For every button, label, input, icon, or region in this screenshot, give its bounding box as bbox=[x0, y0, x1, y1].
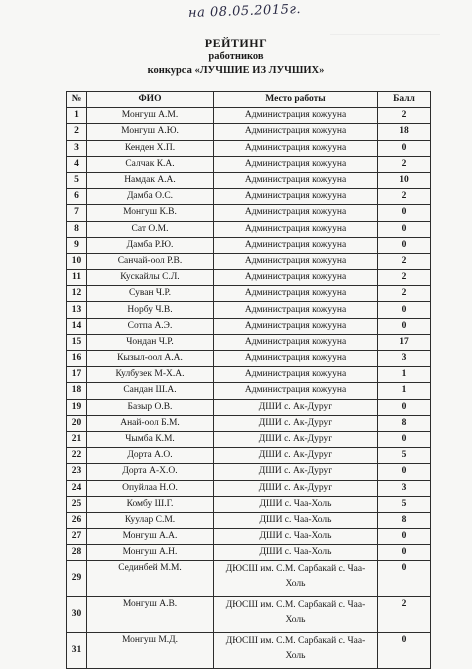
row-number: 15 bbox=[67, 334, 87, 350]
table-row bbox=[67, 383, 431, 399]
score: 0 bbox=[378, 205, 431, 221]
employee-name: Сандан Ш.А. bbox=[87, 383, 214, 399]
row-number: 29 bbox=[67, 561, 87, 597]
score: 17 bbox=[378, 334, 431, 350]
table-row bbox=[67, 140, 431, 156]
employee-name: Кенден Х.П. bbox=[87, 140, 214, 156]
table-row bbox=[67, 512, 431, 528]
workplace: Администрация кожууна bbox=[214, 237, 378, 253]
row-number: 23 bbox=[67, 464, 87, 480]
employee-name: Сат О.М. bbox=[87, 221, 214, 237]
score: 0 bbox=[378, 545, 431, 561]
table-row bbox=[67, 189, 431, 205]
score: 2 bbox=[378, 108, 431, 124]
workplace: Администрация кожууна bbox=[214, 205, 378, 221]
row-number: 30 bbox=[67, 597, 87, 633]
workplace: ДШИ с. Чаа-Холь bbox=[214, 512, 378, 528]
workplace: Администрация кожууна bbox=[214, 367, 378, 383]
table-row bbox=[67, 464, 431, 480]
employee-name: Монгуш А.М. bbox=[87, 108, 214, 124]
table-row bbox=[67, 399, 431, 415]
score: 5 bbox=[378, 496, 431, 512]
employee-name: Кускайлы С.Л. bbox=[87, 270, 214, 286]
rating-table bbox=[66, 91, 431, 669]
employee-name: Дамба Р.Ю. bbox=[87, 237, 214, 253]
table-row bbox=[67, 597, 431, 633]
score: 0 bbox=[378, 318, 431, 334]
employee-name: Чондан Ч.Р. bbox=[87, 334, 214, 350]
header-workplace: Место работы bbox=[214, 92, 378, 108]
table-row bbox=[67, 237, 431, 253]
row-number: 26 bbox=[67, 512, 87, 528]
header-name: ФИО bbox=[87, 92, 214, 108]
employee-name: Норбу Ч.В. bbox=[87, 302, 214, 318]
row-number: 25 bbox=[67, 496, 87, 512]
table-row bbox=[67, 302, 431, 318]
table-row bbox=[67, 633, 431, 669]
employee-name: Суван Ч.Р. bbox=[87, 286, 214, 302]
row-number: 6 bbox=[67, 189, 87, 205]
employee-name: Монгуш А.А. bbox=[87, 529, 214, 545]
table-row bbox=[67, 108, 431, 124]
score: 0 bbox=[378, 302, 431, 318]
score: 0 bbox=[378, 529, 431, 545]
table-row bbox=[67, 351, 431, 367]
table-row bbox=[67, 124, 431, 140]
score: 10 bbox=[378, 172, 431, 188]
row-number: 2 bbox=[67, 124, 87, 140]
workplace: Администрация кожууна bbox=[214, 124, 378, 140]
score: 0 bbox=[378, 633, 431, 669]
workplace: ДШИ с. Чаа-Холь bbox=[214, 529, 378, 545]
table-row bbox=[67, 431, 431, 447]
row-number: 18 bbox=[67, 383, 87, 399]
handwritten-date-note: на 08.05.2015г. bbox=[187, 2, 302, 21]
table-row bbox=[67, 496, 431, 512]
table-row bbox=[67, 205, 431, 221]
row-number: 27 bbox=[67, 529, 87, 545]
row-number: 20 bbox=[67, 415, 87, 431]
score: 3 bbox=[378, 480, 431, 496]
row-number: 8 bbox=[67, 221, 87, 237]
workplace: Администрация кожууна bbox=[214, 221, 378, 237]
workplace: Администрация кожууна bbox=[214, 318, 378, 334]
row-number: 13 bbox=[67, 302, 87, 318]
row-number: 4 bbox=[67, 156, 87, 172]
employee-name: Сединбей М.М. bbox=[87, 561, 214, 597]
score: 1 bbox=[378, 367, 431, 383]
employee-name: Базыр О.В. bbox=[87, 399, 214, 415]
table-row bbox=[67, 334, 431, 350]
score: 0 bbox=[378, 140, 431, 156]
employee-name: Куулар С.М. bbox=[87, 512, 214, 528]
score: 0 bbox=[378, 561, 431, 597]
document-subtitle-contest: конкурса «ЛУЧШИЕ ИЗ ЛУЧШИХ» bbox=[147, 65, 325, 76]
header-number: № bbox=[67, 92, 87, 108]
table-row bbox=[67, 415, 431, 431]
workplace: Администрация кожууна bbox=[214, 253, 378, 269]
workplace: Администрация кожууна bbox=[214, 270, 378, 286]
employee-name: Кулбузек М-Х.А. bbox=[87, 367, 214, 383]
row-number: 31 bbox=[67, 633, 87, 669]
employee-name: Опуйлаа Н.О. bbox=[87, 480, 214, 496]
employee-name: Чымба К.М. bbox=[87, 431, 214, 447]
document-subtitle: работников bbox=[208, 51, 264, 62]
score: 2 bbox=[378, 270, 431, 286]
score: 5 bbox=[378, 448, 431, 464]
employee-name: Дорта А-Х.О. bbox=[87, 464, 214, 480]
workplace: ДШИ с. Ак-Дуруг bbox=[214, 448, 378, 464]
workplace: ДШИ с. Ак-Дуруг bbox=[214, 431, 378, 447]
table-row bbox=[67, 270, 431, 286]
row-number: 22 bbox=[67, 448, 87, 464]
workplace: Администрация кожууна bbox=[214, 156, 378, 172]
row-number: 24 bbox=[67, 480, 87, 496]
score: 3 bbox=[378, 351, 431, 367]
score: 8 bbox=[378, 512, 431, 528]
row-number: 10 bbox=[67, 253, 87, 269]
row-number: 3 bbox=[67, 140, 87, 156]
score: 2 bbox=[378, 597, 431, 633]
row-number: 28 bbox=[67, 545, 87, 561]
document-title: РЕЙТИНГ bbox=[204, 36, 268, 50]
score: 0 bbox=[378, 237, 431, 253]
workplace: Администрация кожууна bbox=[214, 351, 378, 367]
table-row bbox=[67, 561, 431, 597]
workplace: Администрация кожууна bbox=[214, 108, 378, 124]
row-number: 9 bbox=[67, 237, 87, 253]
employee-name: Дорта А.О. bbox=[87, 448, 214, 464]
row-number: 21 bbox=[67, 431, 87, 447]
row-number: 12 bbox=[67, 286, 87, 302]
employee-name: Анай-оол Б.М. bbox=[87, 415, 214, 431]
score: 1 bbox=[378, 383, 431, 399]
workplace: ДЮСШ им. С.М. Сарбакай с. Чаа-Холь bbox=[214, 633, 378, 669]
table-row bbox=[67, 286, 431, 302]
employee-name: Монгуш А.Ю. bbox=[87, 124, 214, 140]
table-row bbox=[67, 318, 431, 334]
score: 2 bbox=[378, 286, 431, 302]
employee-name: Намдак А.А. bbox=[87, 172, 214, 188]
table-row bbox=[67, 448, 431, 464]
workplace: ДШИ с. Ак-Дуруг bbox=[214, 480, 378, 496]
table-row bbox=[67, 480, 431, 496]
workplace: ДШИ с. Ак-Дуруг bbox=[214, 415, 378, 431]
workplace: Администрация кожууна bbox=[214, 140, 378, 156]
workplace: Администрация кожууна bbox=[214, 334, 378, 350]
employee-name: Монгуш А.Н. bbox=[87, 545, 214, 561]
header-score: Балл bbox=[378, 92, 431, 108]
workplace: ДШИ с. Чаа-Холь bbox=[214, 545, 378, 561]
table-header-row bbox=[67, 92, 431, 108]
employee-name: Сотпа А.Э. bbox=[87, 318, 214, 334]
score: 0 bbox=[378, 464, 431, 480]
row-number: 11 bbox=[67, 270, 87, 286]
table-row bbox=[67, 172, 431, 188]
row-number: 16 bbox=[67, 351, 87, 367]
row-number: 5 bbox=[67, 172, 87, 188]
employee-name: Монгуш К.В. bbox=[87, 205, 214, 221]
table-row bbox=[67, 367, 431, 383]
workplace: Администрация кожууна bbox=[214, 286, 378, 302]
table-body bbox=[67, 108, 431, 669]
employee-name: Монгуш М.Д. bbox=[87, 633, 214, 669]
table-row bbox=[67, 221, 431, 237]
workplace: ДШИ с. Ак-Дуруг bbox=[214, 464, 378, 480]
score: 0 bbox=[378, 431, 431, 447]
employee-name: Салчак К.А. bbox=[87, 156, 214, 172]
workplace: ДЮСШ им. С.М. Сарбакай с. Чаа-Холь bbox=[214, 561, 378, 597]
table-row bbox=[67, 253, 431, 269]
workplace: Администрация кожууна bbox=[214, 189, 378, 205]
employee-name: Монгуш А.В. bbox=[87, 597, 214, 633]
table-row bbox=[67, 156, 431, 172]
table-row bbox=[67, 529, 431, 545]
workplace: Администрация кожууна bbox=[214, 172, 378, 188]
workplace: ДШИ с. Чаа-Холь bbox=[214, 496, 378, 512]
workplace: Администрация кожууна bbox=[214, 383, 378, 399]
employee-name: Кызыл-оол А.А. bbox=[87, 351, 214, 367]
employee-name: Санчай-оол Р.В. bbox=[87, 253, 214, 269]
score: 8 bbox=[378, 415, 431, 431]
score: 2 bbox=[378, 156, 431, 172]
row-number: 14 bbox=[67, 318, 87, 334]
employee-name: Комбу Ш.Г. bbox=[87, 496, 214, 512]
workplace: ДШИ с. Ак-Дуруг bbox=[214, 399, 378, 415]
row-number: 19 bbox=[67, 399, 87, 415]
employee-name: Дамба О.С. bbox=[87, 189, 214, 205]
workplace: Администрация кожууна bbox=[214, 302, 378, 318]
score: 2 bbox=[378, 189, 431, 205]
score: 0 bbox=[378, 221, 431, 237]
row-number: 17 bbox=[67, 367, 87, 383]
score: 18 bbox=[378, 124, 431, 140]
score: 0 bbox=[378, 399, 431, 415]
table-row bbox=[67, 545, 431, 561]
workplace: ДЮСШ им. С.М. Сарбакай с. Чаа-Холь bbox=[214, 597, 378, 633]
score: 2 bbox=[378, 253, 431, 269]
row-number: 1 bbox=[67, 108, 87, 124]
row-number: 7 bbox=[67, 205, 87, 221]
